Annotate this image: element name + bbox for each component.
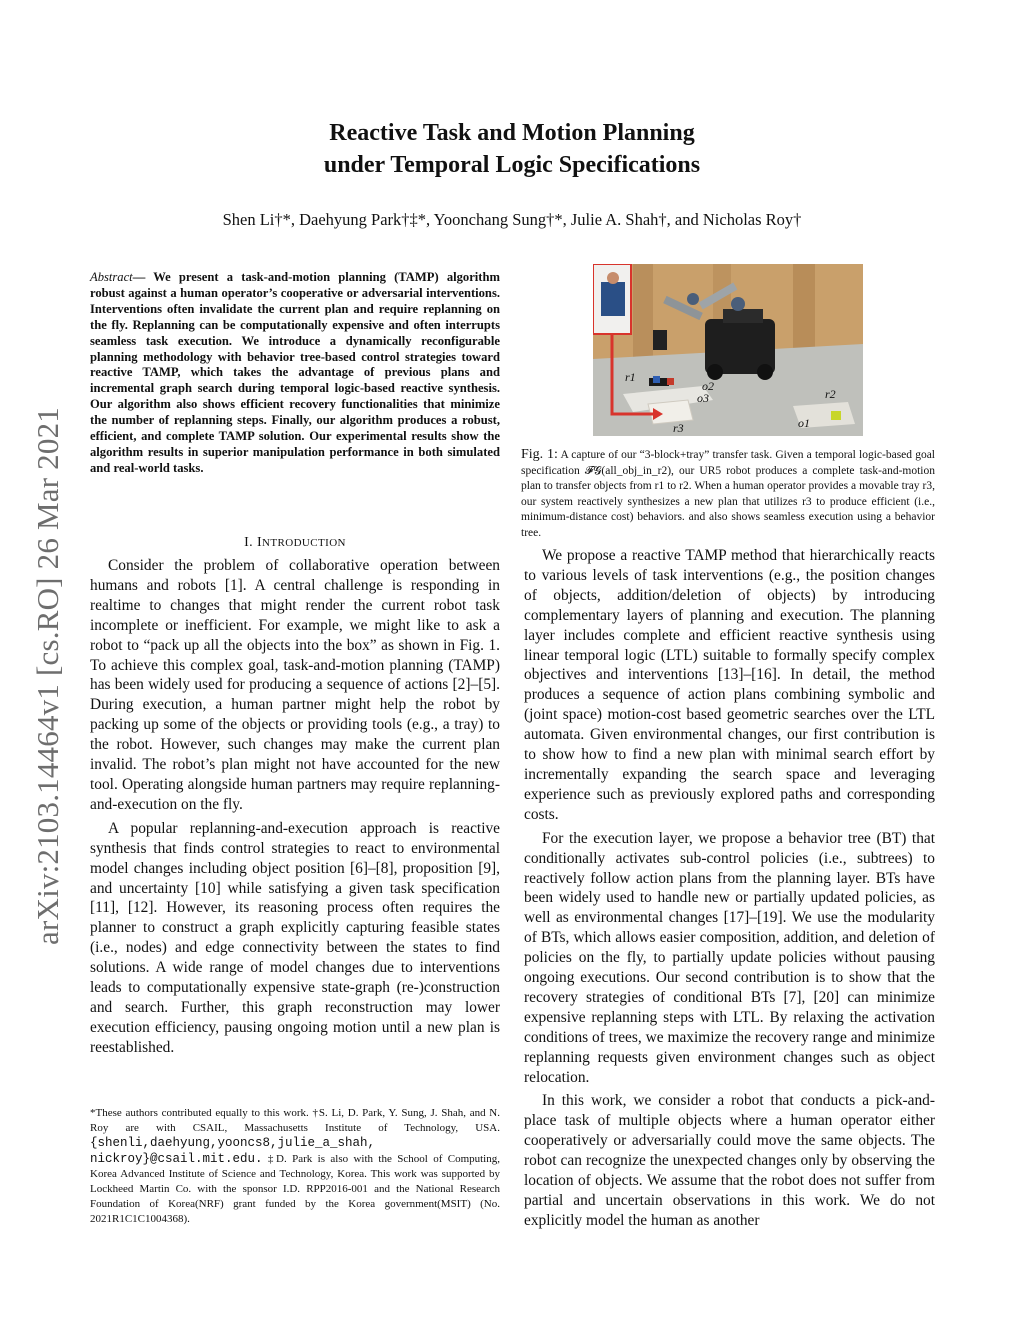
intro-paragraph-1: Consider the problem of collaborative operation between humans and robots [1]. A central challenge is responding in realtime to changes that might render the current robot task incomplete or inefficient. For example, we might like to ask a robot to “pack up all the objects into the box” as shown in Fig. 1. To achieve this complex goal, task-and-motion planning (TAMP) has been widely used for producing a sequence of actions [2]–[5]. During execution, a human partner might help the robot by packing up some of the objects or providing tools (e.g., a tray) to the robot. However, such changes may make the current plan invalid. The robot’s plan might not have accounted for the new tool. Operating alongside human partners may require replanning-and-execution on the fly. [90,557,500,813]
author-list: Shen Li†*, Daehyung Park†‡*, Yoonchang Sung†*, Julie A. Shah†, and Nicholas Roy† [222,210,802,229]
intro-paragraph-2: A popular replanning-and-execution approach is reactive synthesis that finds control strategies to react to environmental model changes including object position [6]–[8], proposition [9], and uncertainty [10] while satisfying a given task specification [11], [12]. However, its reasoning process often requires the planner to construct a graph explicitly capturing feasible states (i.e., nodes) and edge connectivity between the states to find solutions. A wide range of model changes due to interventions leads to computationally expensive state-graph (re-)construction and search. Further, this graph reconstruction may lower execution efficiency, pausing ongoing motion until a new plan is reestablished. [90,819,500,1056]
arxiv-identifier: arXiv:2103.14464v1 [cs.RO] 26 Mar 2021 [30,407,65,945]
right-column-body [524,546,935,1231]
footnote-text-2: ‡D. Park is also with the School of Computing, Korea Advanced Institute of Science and Technology, Korea. This work was supported by Lockheed Martin Co. with the sponsor I.D. RPP2016-001 and the National Research Foundation of Korea(NRF) grant funded by the Korea government(MSIT) (No. 2021R1C1C1004368). [90,1152,500,1226]
author-footnote [90,1106,500,1228]
label-r1: r1 [625,370,636,384]
figure-1-photo [593,264,863,436]
abstract-text: — We present a task-and-motion planning (TAMP) algorithm robust against a human operator’s cooperative or adversarial interventions. Interventions often invalidate the current plan and require replanning on the fly. Replanning can be computationally expensive and often interrupts seamless task execution. We introduce a dynamically reconfigurable planning methodology with behavior tree-based control strategies toward reactive TAMP, which takes the advantage of previous plans and incremental graph search during temporal logic-based reactive synthesis. Our algorithm also shows efficient recovery functionalities that minimize the number of replanning steps. Finally, our algorithm produces a robust, efficient, and complete TAMP solution. Our experimental results show the algorithm results in superior manipulation performance in both simulated and real-world tasks. [90,270,500,475]
section-heading-rest: NTRODUCTION [262,537,346,549]
figure-1-caption [521,447,935,541]
paper-title-line-1: Reactive Task and Motion Planning [329,120,695,146]
label-o2: o2 [702,379,714,393]
right-paragraph-2: For the execution layer, we propose a behavior tree (BT) that conditionally activates sub-control policies (i.e., subtrees) to reactively follow action plans from the planning layer. BTs have been widely used to handle new or partially updated policies, as well as environmental changes [17]–[19]. We use the modularity of BTs, which allows easier composition, addition, and deletion of policies on the fly, to partially update policies without pausing ongoing executions. Our second contribution is to show that the recovery strategies of conditional BTs [7], [20] can minimize expensive replanning steps with LTL. By relaxing the activation conditions of trees, we maximize the recovery range and minimize replanning requests given environment changes such as object relocation. [524,829,935,1086]
right-paragraph-3: In this work, we consider a robot that conducts a pick-and-place task of multiple objects where a human operator either cooperatively or adversarially could move the same objects. The robot can recognize the unexpected changes only by observing the location of objects. We assume that the robot does not suffer from partial and uncertain observations in this work. We do not explicitly model the human as another [524,1092,935,1229]
section-numeral: I. [244,535,254,550]
figure-1-label: Fig. 1: [521,447,558,462]
label-r2: r2 [825,387,836,401]
section-heading-introduction [90,535,500,551]
right-paragraph-1: We propose a reactive TAMP method that hierarchically reacts to various levels of task interventions (e.g., the position changes of objects, addition/deletion of objects) by introducing complementary layers of planning and execution. The planning layer includes complete and efficient reactive synthesis using linear temporal logic (LTL) suitable to formally specify complex objectives and interventions [13]–[16]. In detail, the method produces a sequence of action plans combining symbolic and (joint space) motion-cost based geometric searches over the LTL automata. Given environmental changes, our first contribution is to show how to find a new plan with minimal search effort by incrementally expanding the search space and leveraging experience such as previously explored paths and corresponding costs. [524,547,935,823]
label-o3: o3 [697,391,709,405]
left-column-body [90,556,500,1058]
paper-title-line-2: under Temporal Logic Specifications [323,152,701,178]
figure-1-illustration [593,264,863,436]
footnote-emails: {shenli,daehyung,yooncs8,julie_a_shah, nickroy}@csail.mit.edu. [90,1136,376,1166]
label-o1: o1 [798,416,810,430]
label-r3: r3 [673,421,684,435]
figure-1-caption-text: A capture of our “3-block+tray” transfer task. Given a temporal logic-based goal specification 𝓕𝓖(all_obj_in_r2), our UR5 robot produces a complete task-and-motion plan to transfer objects from r1 to r2. When a human operator provides a movable tray r3, our system reactively synthesizes a new plan that utilizes r3 to produce efficient (i.e., minimum-distance cost) behaviors. and also shows seamless execution using a behavior tree. [521,449,936,539]
abstract [90,270,500,477]
abstract-label: Abstract [90,270,133,284]
section-heading-first-letter: I [256,535,263,550]
footnote-text-1: *These authors contributed equally to this work. †S. Li, D. Park, Y. Sung, J. Shah, and N. Roy are with CSAIL, Massachusetts Institute of Technology, USA. [90,1107,500,1135]
